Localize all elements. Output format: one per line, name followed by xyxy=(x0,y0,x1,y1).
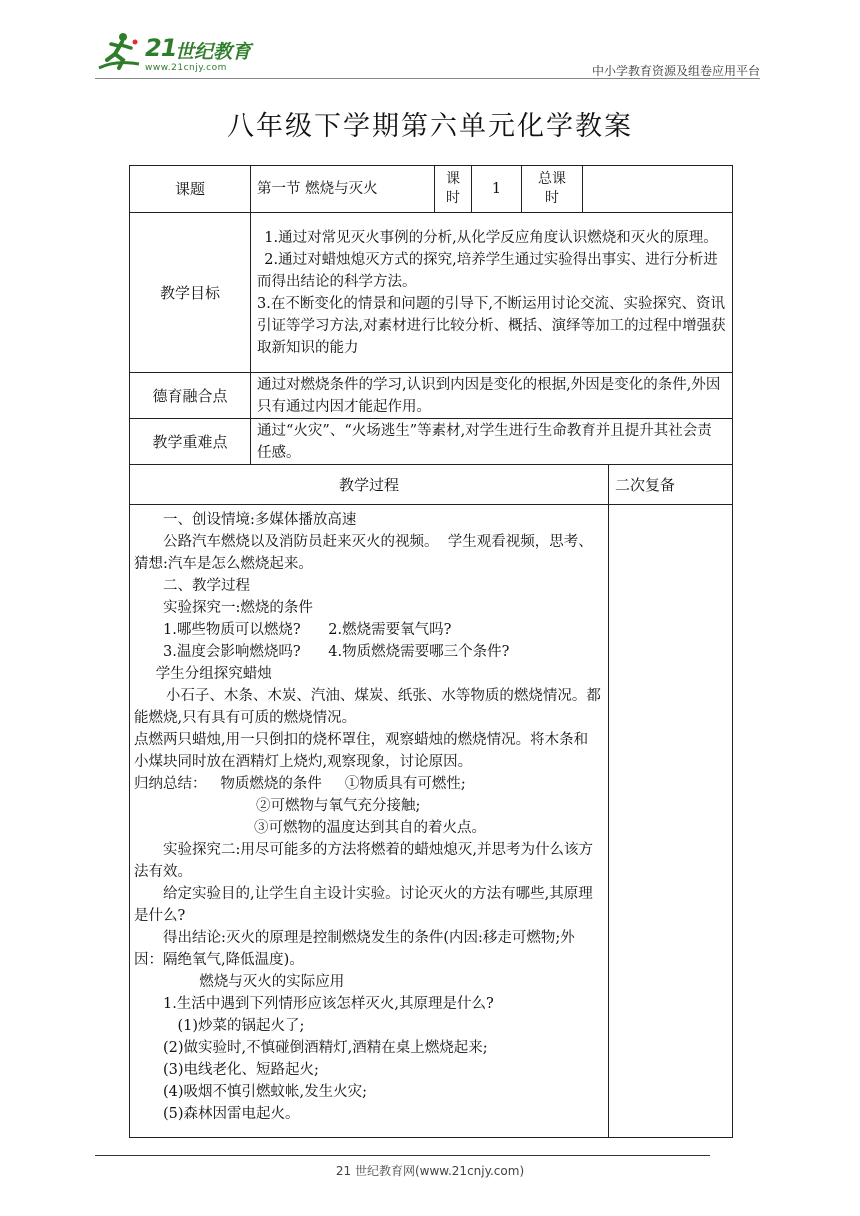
moral-text: 通过对燃烧条件的学习,认识到内因是变化的根据,外因是变化的条件,外因只有通过内因才能起作用。 xyxy=(251,373,733,419)
goals-content xyxy=(251,213,733,373)
hours-label xyxy=(435,166,472,213)
total-hours-label xyxy=(522,166,583,213)
process-line: 一、创设情境:多媒体播放高速 xyxy=(163,512,357,528)
process-line: 学生分组探究蜡烛 xyxy=(155,666,272,682)
lesson-plan-table xyxy=(129,165,733,1138)
process-line: 二、教学过程 xyxy=(163,578,250,594)
process-line: 归纳总结： 物质燃烧的条件 ①物质具有可燃性; xyxy=(134,776,466,792)
difficulty-text: 通过“火灾”、“火场逃生”等素材,对学生进行生命教育并且提升其社会责任感。 xyxy=(251,419,733,465)
process-line: 给定实验目的,让学生自主设计实验。讨论灭火的方法有哪些,其原理是什么? xyxy=(134,886,593,924)
hours-value: 1 xyxy=(472,166,522,213)
process-line: 小石子、木条、木炭、汽油、煤炭、纸张、水等物质的燃烧情况。都能燃烧,只有具有可质的燃烧情况。 xyxy=(134,688,601,726)
goal-item: 3.在不断变化的情景和问题的引导下,不断运用讨论交流、实验探究、资讯引证等学习方法,对素材进行比较分析、概括、演绎等加工的过程中增强获取新知识的能力 xyxy=(257,295,726,356)
difficulty-label: 教学重难点 xyxy=(130,419,251,465)
process-content-row xyxy=(130,505,733,1138)
goal-item: 1.通过对常见灭火事例的分析,从化学反应角度认识燃烧和灭火的原理。 xyxy=(264,229,718,246)
process-line: 3.温度会影响燃烧吗? 4.物质燃烧需要哪三个条件? xyxy=(163,644,510,660)
process-line: (2)做实验时,不慎碰倒酒精灯,酒精在桌上燃烧起来; xyxy=(163,1040,488,1056)
goals-row xyxy=(130,213,733,373)
header-divider xyxy=(95,78,760,79)
moral-label: 德育融合点 xyxy=(130,373,251,419)
footer-divider xyxy=(95,1155,710,1156)
process-line: (4)吸烟不慎引燃蚊帐,发生火灾; xyxy=(163,1084,368,1100)
process-line: 1.生活中遇到下列情形应该怎样灭火,其原理是什么? xyxy=(163,996,494,1012)
process-line: (5)森林因雷电起火。 xyxy=(163,1106,300,1122)
topic-value: 第一节 燃烧与灭火 xyxy=(251,166,435,213)
review-content xyxy=(609,505,733,1138)
process-line: ②可燃物与氧气充分接触; xyxy=(256,798,421,814)
process-line: ③可燃物的温度达到其自的着火点。 xyxy=(254,820,486,836)
process-line: 燃烧与灭火的实际应用 xyxy=(199,974,345,990)
topic-row xyxy=(130,166,733,213)
process-line: 实验探究一:燃烧的条件 xyxy=(163,600,313,616)
process-line: 公路汽车燃烧以及消防员赶来灭火的视频。 学生观看视频，思考、猜想:汽车是怎么燃烧起来。 xyxy=(134,534,593,572)
process-line: 1.哪些物质可以燃烧? 2.燃烧需要氧气吗? xyxy=(163,622,452,638)
logo-name: 世纪教育 xyxy=(175,41,252,63)
moral-row xyxy=(130,373,733,419)
process-content xyxy=(130,505,609,1138)
process-line: 实验探究二:用尽可能多的方法将燃着的蜡烛熄灭,并思考为什么该方法有效。 xyxy=(134,842,593,880)
topic-label: 课题 xyxy=(130,166,251,213)
process-label: 教学过程 xyxy=(130,465,609,505)
goals-label: 教学目标 xyxy=(130,213,251,373)
footer-text: 21 世纪教育网(www.21cnjy.com) xyxy=(335,1164,525,1178)
process-line: (1)炒菜的锅起火了; xyxy=(177,1018,305,1034)
total-hours-value xyxy=(583,166,733,213)
logo-url: www.21cnjy.com xyxy=(145,63,227,73)
runner-logo-icon xyxy=(95,30,145,76)
difficulty-row xyxy=(130,419,733,465)
total-hours-label-text: 总课时 xyxy=(537,171,566,206)
process-line: 得出结论:灭火的原理是控制燃烧发生的条件(内因:移走可燃物;外因：隔绝氧气,降低温度)。 xyxy=(134,930,575,968)
page-header xyxy=(95,30,760,80)
logo xyxy=(95,30,265,76)
logo-number: 21 xyxy=(145,34,177,62)
platform-name: 中小学教育资源及组卷应用平台 xyxy=(591,64,760,78)
process-line: (3)电线老化、短路起火; xyxy=(163,1062,319,1078)
goal-item: 2.通过对蜡烛熄灭方式的探究,培养学生通过实验得出事实、进行分析进而得出结论的科学方法。 xyxy=(257,251,718,290)
document-title: 八年级下学期第六单元化学教案 xyxy=(227,111,633,142)
hours-label-text: 课时 xyxy=(445,171,460,206)
process-line: 点燃两只蜡烛,用一只倒扣的烧杯罩住，观察蜡烛的燃烧情况。将木条和小煤块同时放在酒精灯上烧灼,观察现象，讨论原因。 xyxy=(134,732,589,770)
process-header-row xyxy=(130,465,733,505)
review-label: 二次复备 xyxy=(609,465,733,505)
